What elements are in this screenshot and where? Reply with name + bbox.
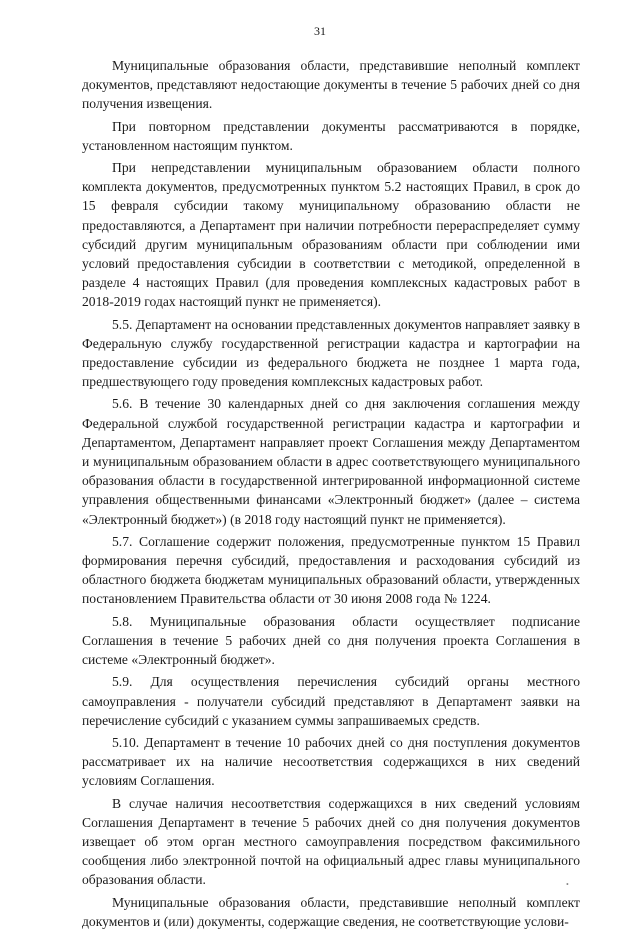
paragraph: Муниципальные образования области, представившие неполный комплект документов и (или) документы, содержащие сведения, не соответствующие услови- <box>82 894 580 929</box>
paragraph: Муниципальные образования области, представившие неполный комплект документов, представляют недостающие документы в течение 5 рабочих дней со дня получения извещения. <box>82 58 580 112</box>
document-body <box>82 56 580 934</box>
page-number: 31 <box>314 24 326 38</box>
paragraph: В случае наличия несоответствия содержащихся в них сведений условиям Соглашения Департамент в течение 5 рабочих дней со дня получения документов извещает об этом орган местного самоуправления посредством факсимильного сообщения либо электронной почтой на официальный адрес главы муниципального образования области. <box>82 795 580 888</box>
paragraph: 5.7. Соглашение содержит положения, предусмотренные пунктом 15 Правил формирования перечня субсидий, предоставления и расходования субсидий из областного бюджета бюджетам муниципальных образований области, утвержденных постановлением Правительства области от 30 июня 2008 года № 1224. <box>82 533 580 607</box>
scan-dot-mark: • <box>566 880 569 889</box>
paragraph: 5.9. Для осуществления перечисления субсидий органы местного самоуправления - получатели субсидий представляют в Департамент заявки на перечисление субсидий с указанием суммы запрашиваемых средств. <box>82 674 580 728</box>
paragraph: При непредставлении муниципальным образованием области полного комплекта документов, предусмотренных пунктом 5.2 настоящих Правил, в срок до 15 февраля субсидии такому муниципальному образованию области не предоставляются, а Департамент при наличии потребности перераспределяет сумму субсидий другим муниципальным образованиям области при соблюдении ими условий предоставления субсидии в соответствии с методикой, определенной в разделе 4 настоящих Правил (для проведения комплексных кадастровых работ в 2018-2019 годах настоящий пункт не применяется). <box>82 160 580 310</box>
paragraph: При повторном представлении документы рассматриваются в порядке, установленном настоящим пунктом. <box>82 118 580 153</box>
paragraph: 5.5. Департамент на основании представленных документов направляет заявку в Федеральную службу государственной регистрации кадастра и картографии на предоставление субсидии из федерального бюджета не позднее 1 марта года, предшествующего году проведения комплексных кадастровых работ. <box>82 316 580 390</box>
paragraph: 5.6. В течение 30 календарных дней со дня заключения соглашения между Федеральной службой государственной регистрации кадастра и картографии и Департаментом, Департамент направляет проект Соглашения между Департаментом и муниципальным образованием области в адрес соответствующего муниципального образования области в государственной интегрированной информационной системе управления общественными финансами «Электронный бюджет» (далее – система «Электронный бюджет») (в 2018 году настоящий пункт не применяется). <box>82 396 580 527</box>
paragraph: 5.10. Департамент в течение 10 рабочих дней со дня поступления документов рассматривает их на наличие несоответствия содержащихся в них сведений условиям Соглашения. <box>82 734 580 789</box>
paragraph: 5.8. Муниципальные образования области осуществляет подписание Соглашения в течение 5 рабочих дней со дня получения проекта Соглашения в системе «Электронный бюджет». <box>82 613 580 668</box>
